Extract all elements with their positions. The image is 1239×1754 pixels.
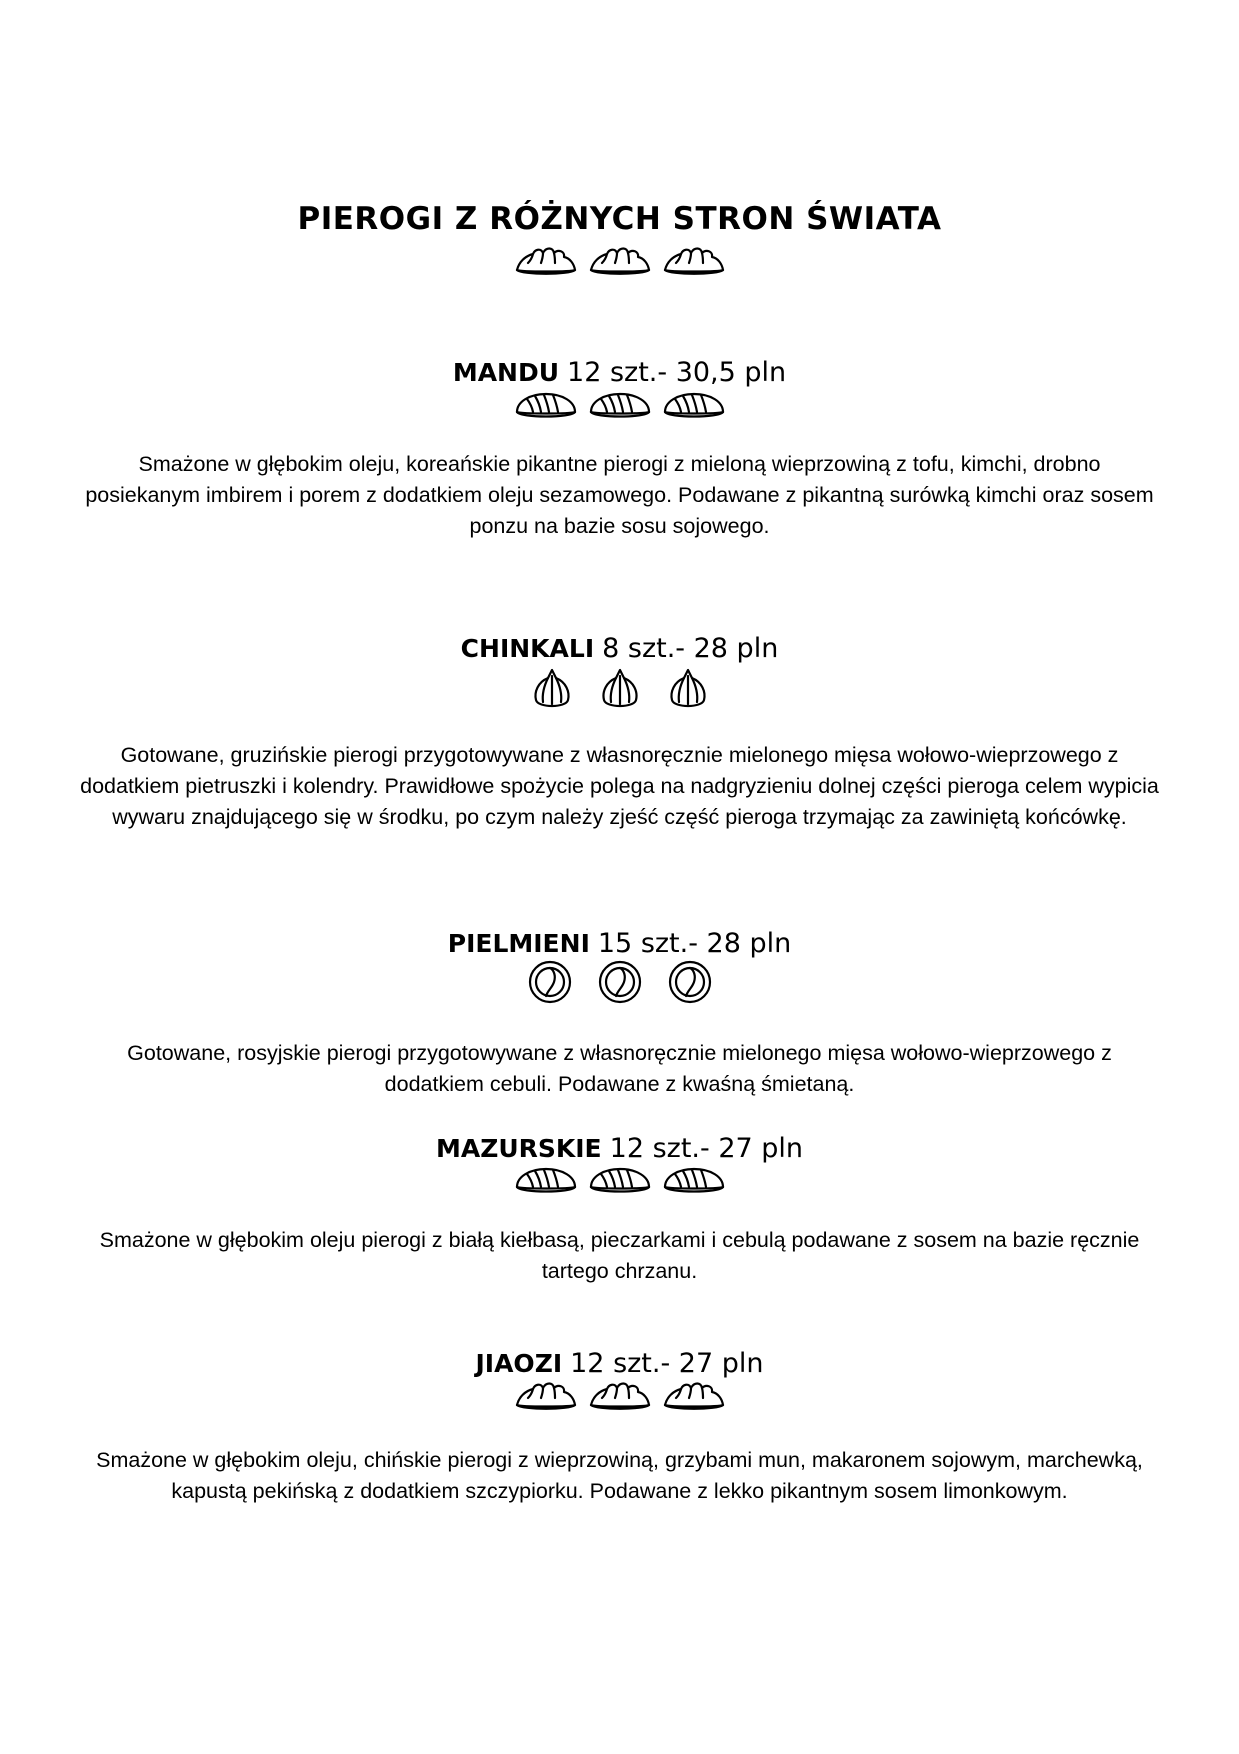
pleated-dumpling-icon bbox=[513, 1161, 579, 1195]
page-title: PIEROGI Z RÓŻNYCH STRON ŚWIATA bbox=[297, 201, 942, 237]
dish-icons bbox=[0, 666, 1239, 712]
dish-name: MAZURSKIE bbox=[435, 1134, 602, 1163]
dish-description: Gotowane, rosyjskie pierogi przygotowywane z własnoręcznie mielonego mięsa wołowo-wieprzowego z dodatkiem cebuli. Podawane z kwaśną śmietaną. bbox=[127, 1041, 1112, 1096]
pleated-dumpling-icon bbox=[661, 1161, 727, 1195]
dish-description: Smażone w głębokim oleju, chińskie pierogi z wieprzowiną, grzybami mun, makaronem sojowym, marchewką, kapustą pekińską z dodatkiem szczypiorku. Podawane z lekko pikantnym sosem limonkowym. bbox=[96, 1448, 1143, 1503]
khinkali-dumpling-icon bbox=[530, 666, 574, 712]
khinkali-dumpling-icon bbox=[598, 666, 642, 712]
crescent-dumpling-icon bbox=[587, 242, 653, 276]
pleated-dumpling-icon bbox=[587, 386, 653, 420]
dish-price: 15 szt.- 28 pln bbox=[597, 928, 792, 959]
title-dumpling-icons bbox=[0, 242, 1239, 276]
dish-icons bbox=[0, 1377, 1239, 1411]
pleated-dumpling-icon bbox=[661, 386, 727, 420]
menu-item-heading bbox=[0, 357, 1239, 388]
crescent-dumpling-icon bbox=[513, 242, 579, 276]
dish-name: CHINKALI bbox=[460, 634, 595, 663]
dish-name: MANDU bbox=[452, 358, 560, 387]
dish-name: PIELMIENI bbox=[447, 929, 590, 958]
menu-item-heading bbox=[0, 633, 1239, 664]
dish-description: Gotowane, gruzińskie pierogi przygotowywane z własnoręcznie mielonego mięsa wołowo-wieprzowego z dodatkiem pietruszki i kolendry. Prawidłowe spożycie polega na nadgryzieniu dolnej części pieroga celem wypicia wywaru znajdującego się w środku, po czym należy zjeść część pieroga trzymając za zawiniętą końcówkę. bbox=[80, 743, 1159, 829]
dish-name: JIAOZI bbox=[475, 1349, 563, 1378]
pleated-dumpling-icon bbox=[513, 386, 579, 420]
dish-icons bbox=[0, 1161, 1239, 1195]
menu-item-heading bbox=[0, 1348, 1239, 1379]
dish-description: Smażone w głębokim oleju, koreańskie pikantne pierogi z mieloną wieprzowiną z tofu, kimchi, drobno posiekanym imbirem i porem z dodatkiem oleju sezamowego. Podawane z pikantną surówką kimchi oraz sosem ponzu na bazie sosu sojowego. bbox=[85, 452, 1154, 538]
dish-icons bbox=[0, 958, 1239, 1006]
menu-item-heading bbox=[0, 928, 1239, 959]
dish-price: 12 szt.- 27 pln bbox=[609, 1133, 804, 1164]
khinkali-dumpling-icon bbox=[666, 666, 710, 712]
round-dumpling-icon bbox=[666, 958, 714, 1006]
dish-description: Smażone w głębokim oleju pierogi z białą kiełbasą, pieczarkami i cebulą podawane z sosem na bazie ręcznie tartego chrzanu. bbox=[99, 1228, 1140, 1283]
crescent-dumpling-icon bbox=[661, 1377, 727, 1411]
dish-price: 12 szt.- 27 pln bbox=[570, 1348, 764, 1379]
crescent-dumpling-icon bbox=[661, 242, 727, 276]
dish-price: 8 szt.- 28 pln bbox=[602, 633, 779, 664]
crescent-dumpling-icon bbox=[513, 1377, 579, 1411]
crescent-dumpling-icon bbox=[587, 1377, 653, 1411]
dish-price: 12 szt.- 30,5 pln bbox=[567, 357, 787, 388]
pleated-dumpling-icon bbox=[587, 1161, 653, 1195]
dish-icons bbox=[0, 386, 1239, 420]
round-dumpling-icon bbox=[596, 958, 644, 1006]
menu-item-heading bbox=[0, 1133, 1239, 1164]
round-dumpling-icon bbox=[526, 958, 574, 1006]
